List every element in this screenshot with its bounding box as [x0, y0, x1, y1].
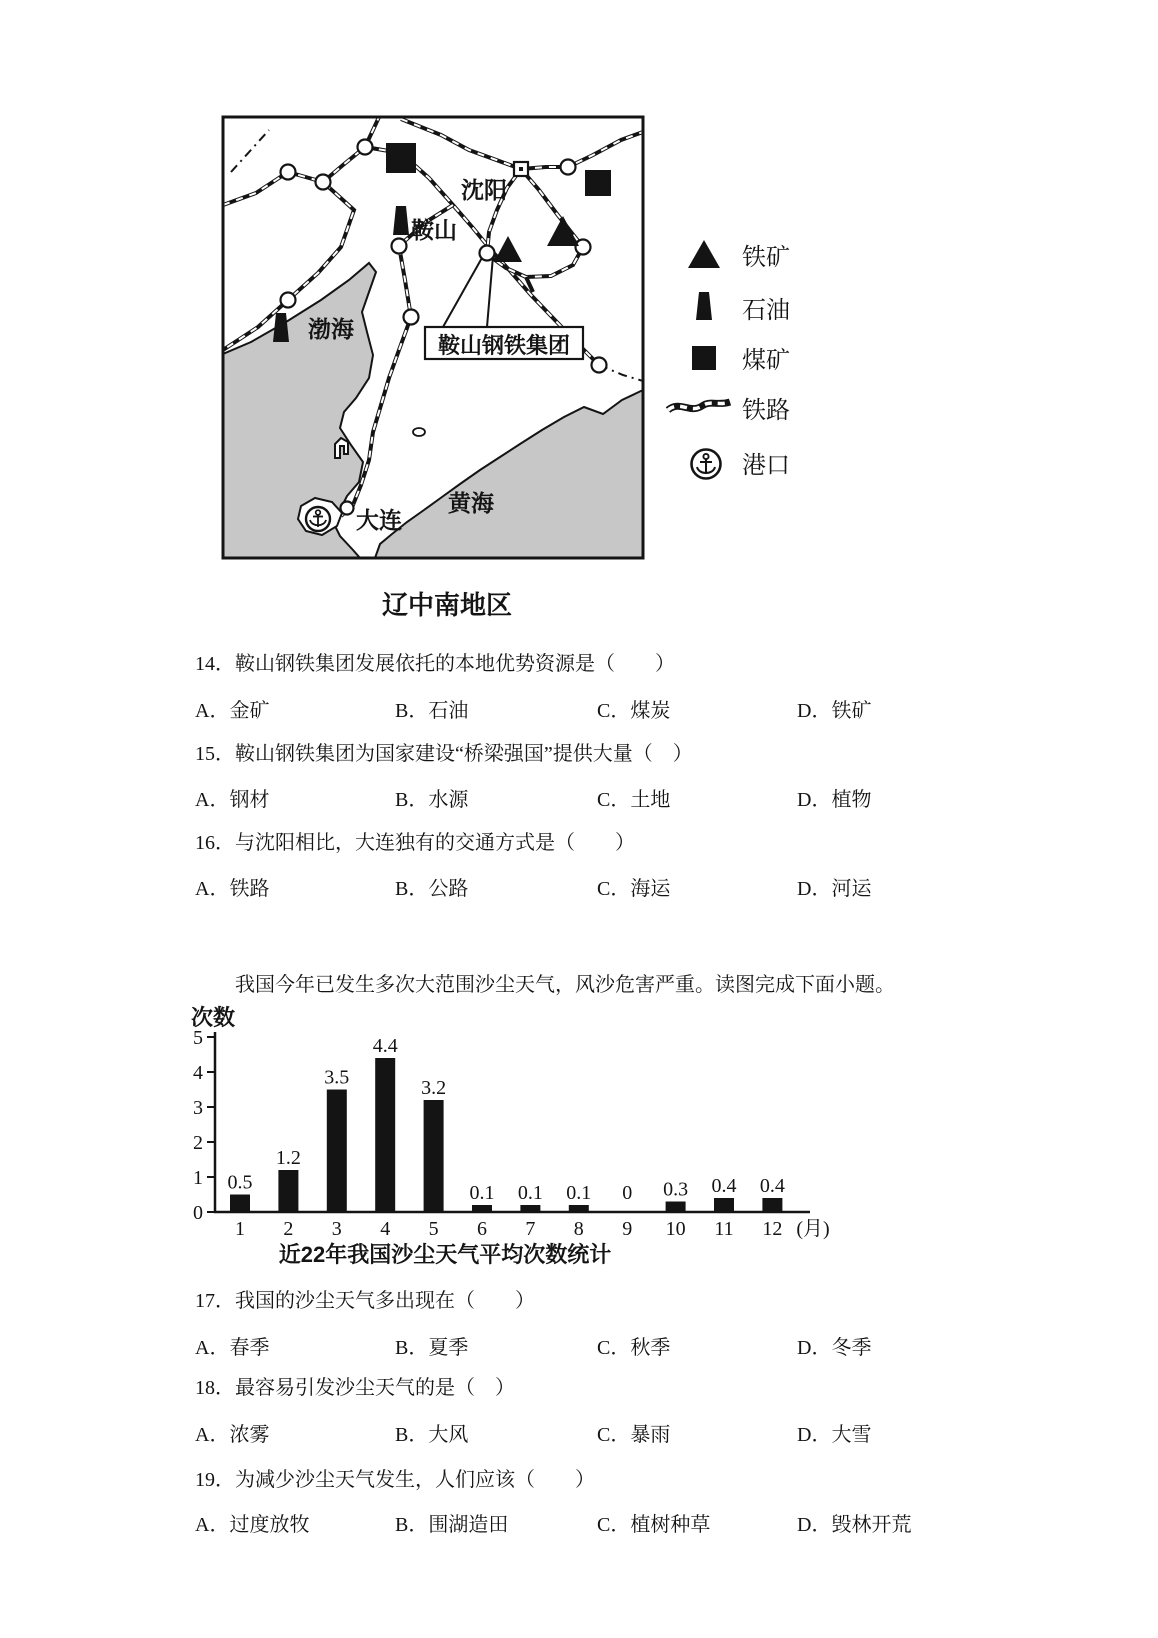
bar-value-label: 0.4	[759, 1175, 785, 1197]
bar-month-12	[762, 1198, 782, 1212]
legend-coal-icon	[692, 346, 716, 370]
question-18-text: 18．最容易引发沙尘天气的是（ ）	[195, 1377, 515, 1399]
bar-value-label: 3.5	[324, 1066, 350, 1089]
map-caption: 辽中南地区	[381, 590, 512, 620]
shenyang-junction-icon	[514, 162, 528, 176]
option-18-d: D．大雪	[797, 1424, 872, 1446]
coal-mine-icon	[386, 143, 416, 173]
bar-month-6	[472, 1205, 492, 1212]
port-anchor-icon	[306, 507, 330, 531]
x-axis-unit: (月)	[796, 1218, 830, 1240]
small-island	[413, 428, 425, 436]
bar-value-label: 3.2	[421, 1077, 447, 1099]
y-tick-label: 4	[193, 1062, 203, 1084]
map-label-yellow-sea: 黄海	[448, 490, 494, 516]
liaozhongnan-map	[210, 110, 850, 570]
option-17-a: A．春季	[195, 1337, 270, 1359]
map-label-bohai: 渤海	[308, 316, 354, 342]
bar-month-3	[327, 1090, 347, 1213]
question-17-text: 17．我国的沙尘天气多出现在（ ）	[195, 1290, 535, 1312]
legend-oil-icon	[696, 292, 712, 320]
chart-y-axis-title: 次数	[191, 1005, 236, 1030]
legend-label-iron: 铁矿	[742, 244, 790, 271]
question-19-text: 19．为减少沙尘天气发生，人们应该（ ）	[195, 1469, 595, 1491]
bar-value-label: 0.1	[517, 1182, 543, 1204]
bar-month-1	[230, 1195, 250, 1213]
x-tick-label: 8	[573, 1218, 584, 1240]
map-label-shenyang: 沈阳	[461, 177, 507, 203]
y-tick-label: 3	[193, 1097, 203, 1119]
bar-value-label: 0.1	[566, 1182, 592, 1204]
x-tick-label: 7	[525, 1218, 536, 1240]
bar-value-label: 0.5	[227, 1171, 253, 1194]
question-16-options	[0, 872, 1158, 898]
x-tick-label: 3	[331, 1218, 342, 1240]
x-tick-label: 10	[665, 1218, 686, 1240]
y-tick-label: 2	[193, 1132, 203, 1154]
option-16-d: D．河运	[797, 878, 872, 900]
y-tick-label: 5	[193, 1027, 203, 1049]
option-16-a: A．铁路	[195, 878, 270, 900]
option-16-c: C．海运	[597, 878, 671, 900]
question-15-text: 15．鞍山钢铁集团为国家建设“桥梁强国”提供大量（ ）	[195, 743, 693, 765]
x-tick-label: 4	[380, 1218, 391, 1240]
bar-month-7	[520, 1205, 540, 1212]
bar-month-5	[424, 1100, 444, 1212]
oil-field-icon	[273, 313, 289, 342]
option-15-c: C．土地	[597, 789, 671, 811]
legend-label-oil: 石油	[742, 297, 790, 324]
bar-month-8	[569, 1205, 589, 1212]
x-tick-label: 1	[235, 1218, 245, 1240]
question-17-options	[0, 1331, 1158, 1357]
option-14-a: A．金矿	[195, 700, 270, 722]
option-14-b: B．石油	[395, 700, 469, 722]
map-label-dalian: 大连	[356, 507, 402, 533]
steel-group-box-label: 鞍山钢铁集团	[437, 333, 571, 358]
x-tick-label: 2	[283, 1218, 294, 1240]
bar-month-2	[278, 1170, 298, 1212]
question-15-options	[0, 783, 1158, 809]
question-19-options	[0, 1508, 1158, 1534]
option-18-b: B．大风	[395, 1424, 469, 1446]
option-19-d: D．毁林开荒	[797, 1514, 912, 1536]
bar-month-11	[714, 1198, 734, 1212]
iron-ore-icon	[494, 236, 522, 262]
legend-port-icon	[692, 450, 721, 479]
option-14-d: D．铁矿	[797, 700, 872, 722]
x-tick-label: 6	[477, 1218, 487, 1240]
iron-ore-icon	[547, 216, 579, 246]
x-tick-label: 12	[762, 1218, 783, 1240]
legend-railway-icon	[668, 402, 730, 410]
y-tick-label: 0	[193, 1202, 203, 1224]
option-17-d: D．冬季	[797, 1337, 872, 1359]
option-16-b: B．公路	[395, 878, 469, 900]
map-canvas	[223, 117, 643, 558]
option-17-c: C．秋季	[597, 1337, 671, 1359]
bar-value-label: 0.1	[469, 1182, 495, 1204]
coal-mine-icon	[585, 170, 611, 196]
section-intro-text: 我国今年已发生多次大范围沙尘天气，风沙危害严重。读图完成下面小题。	[235, 974, 895, 996]
dust-weather-bar-chart	[185, 990, 845, 1248]
option-17-b: B．夏季	[395, 1337, 469, 1359]
option-14-c: C．煤炭	[597, 700, 671, 722]
legend-label-railway: 铁路	[742, 397, 790, 424]
option-18-a: A．浓雾	[195, 1424, 270, 1446]
oil-field-icon	[393, 206, 409, 235]
bar-value-label: 0.4	[711, 1175, 737, 1197]
legend-iron-ore-icon	[688, 240, 720, 268]
chart-title: 近22年我国沙尘天气平均次数统计	[278, 1242, 612, 1267]
bar-month-4	[375, 1058, 395, 1212]
option-15-a: A．钢材	[195, 789, 270, 811]
option-19-a: A．过度放牧	[195, 1514, 310, 1536]
x-tick-label: 11	[714, 1218, 734, 1240]
option-18-c: C．暴雨	[597, 1424, 671, 1446]
bar-value-label: 4.4	[372, 1035, 398, 1057]
option-15-d: D．植物	[797, 789, 872, 811]
x-tick-label: 9	[622, 1218, 633, 1240]
y-tick-label: 1	[193, 1167, 203, 1189]
question-18-options	[0, 1418, 1158, 1444]
x-tick-label: 5	[428, 1218, 439, 1240]
question-16-text: 16．与沈阳相比，大连独有的交通方式是（ ）	[195, 832, 635, 854]
bar-value-label: 0	[622, 1182, 633, 1204]
legend-label-port: 港口	[742, 452, 790, 479]
map-legend	[668, 240, 790, 479]
bar-value-label: 1.2	[275, 1147, 301, 1169]
option-19-c: C．植树种草	[597, 1514, 711, 1536]
question-14-text: 14．鞍山钢铁集团发展依托的本地优势资源是（ ）	[195, 653, 675, 675]
legend-label-coal: 煤矿	[742, 347, 790, 374]
bar-month-10	[666, 1202, 686, 1213]
option-15-b: B．水源	[395, 789, 469, 811]
chart-plot-area	[193, 1027, 830, 1240]
map-label-anshan: 鞍山	[411, 217, 457, 243]
boundary-dash-topleft	[231, 130, 269, 172]
question-14-options	[0, 694, 1158, 720]
yellow-sea-area	[375, 390, 643, 558]
bar-value-label: 0.3	[663, 1178, 689, 1201]
option-19-b: B．围湖造田	[395, 1514, 509, 1536]
